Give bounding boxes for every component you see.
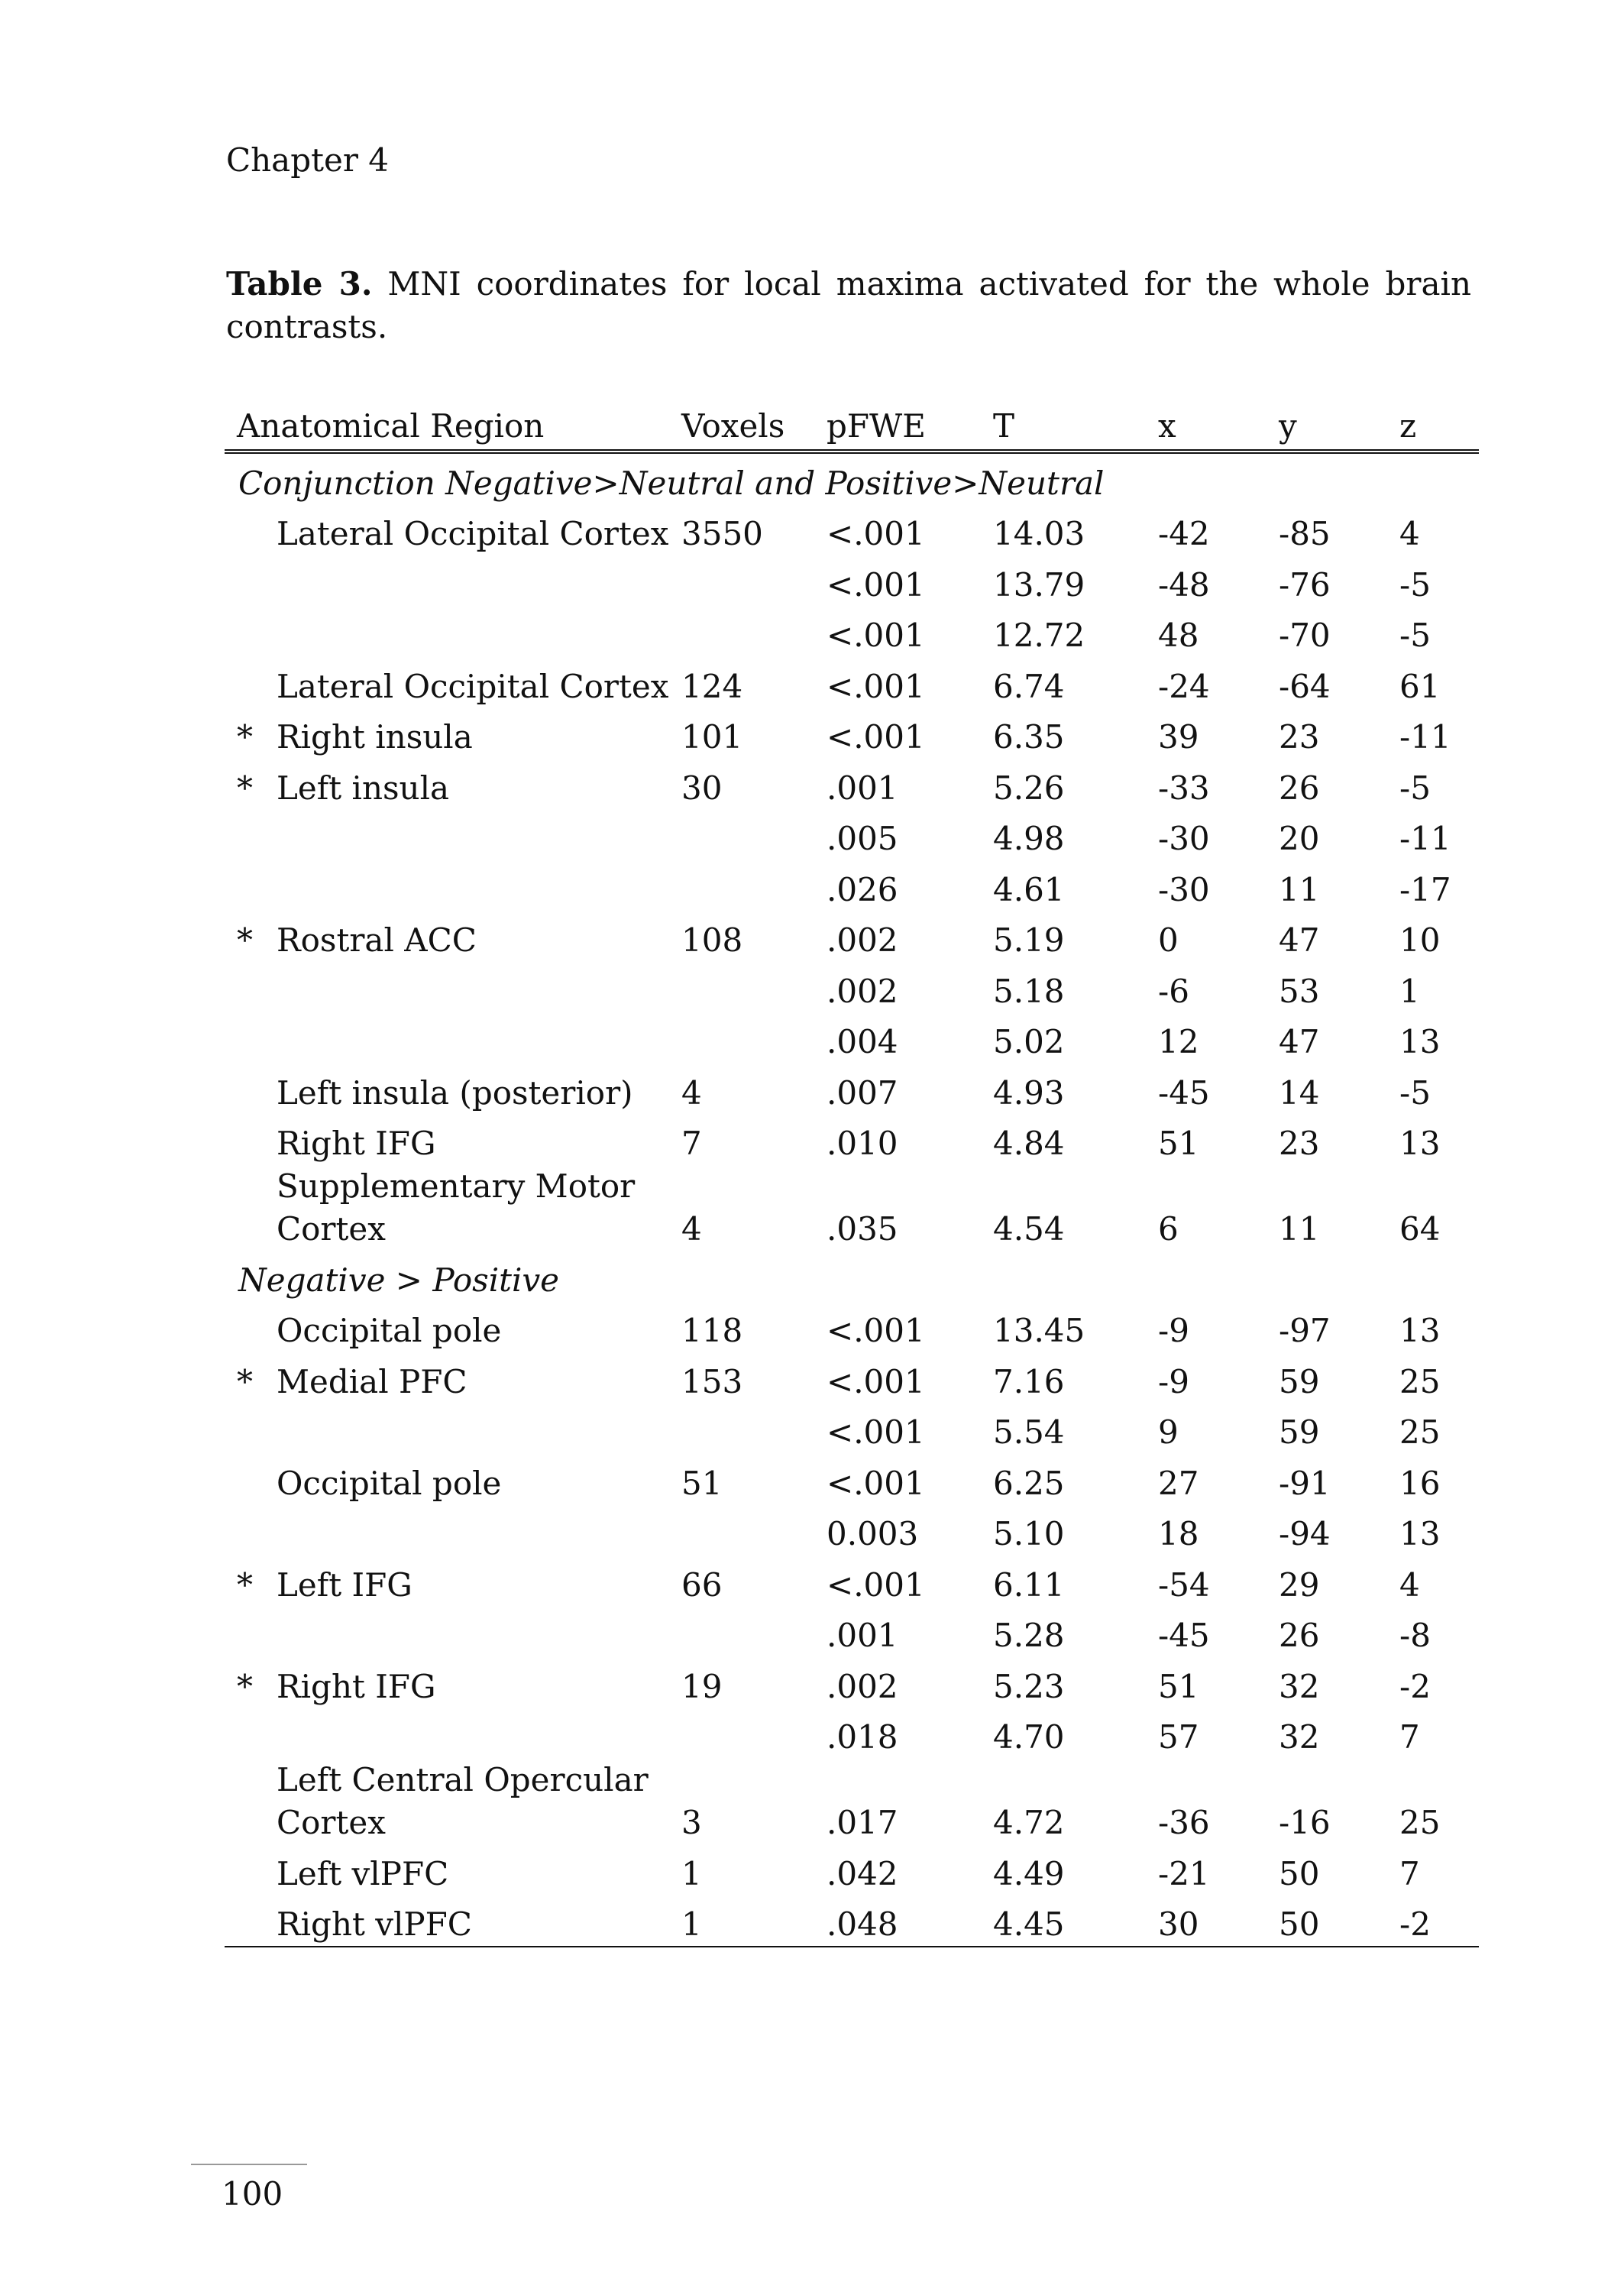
cell-y: -76 [1279, 565, 1331, 604]
cell-z: 13 [1399, 1312, 1441, 1349]
cell-voxels [669, 810, 814, 861]
cell-x: -48 [1158, 565, 1210, 604]
cell-x: 48 [1158, 617, 1199, 654]
table-row [225, 1115, 1479, 1166]
table-row [225, 607, 1479, 658]
cell-t: 4.70 [993, 1718, 1065, 1756]
cell-region [225, 1302, 669, 1353]
cell-z: 25 [1399, 1413, 1441, 1451]
cell-z: 13 [1399, 1125, 1441, 1162]
cell-x: -30 [1158, 820, 1210, 857]
cell-voxels [669, 1708, 814, 1759]
cell-voxels [669, 1505, 814, 1556]
table-row [225, 657, 1479, 708]
cell-voxels: 1 [681, 1854, 702, 1892]
cell-t: 4.93 [993, 1073, 1065, 1112]
cell-voxels: 101 [681, 718, 743, 756]
table-row [225, 1759, 1479, 1844]
cell-p: .010 [827, 1125, 898, 1162]
cell-voxels: 124 [681, 667, 743, 705]
cell-region [225, 1454, 669, 1505]
cell-voxels: 51 [681, 1464, 723, 1502]
cell-z: 13 [1399, 1023, 1441, 1060]
table-row [225, 1063, 1479, 1115]
table-row [225, 1352, 1479, 1403]
cell-y: 50 [1267, 1895, 1387, 1947]
region-name: Lateral Occipital Cortex [277, 667, 669, 705]
cell-y: 47 [1279, 921, 1320, 959]
table-row [225, 1708, 1479, 1759]
cell-x: -9 [1158, 1362, 1189, 1400]
cell-voxels: 108 [681, 921, 743, 959]
cell-t: 6.11 [993, 1565, 1065, 1604]
cell-p: <.001 [827, 667, 925, 705]
cell-z: 16 [1399, 1464, 1441, 1502]
mni-coordinates-table [225, 402, 1479, 1947]
chapter-header: Chapter 4 [226, 141, 389, 179]
cell-z: 25 [1399, 1804, 1441, 1841]
cell-y: 11 [1279, 870, 1320, 908]
region-name: Left IFG [277, 1565, 412, 1604]
cell-t: 6.25 [993, 1464, 1065, 1502]
cell-p: .002 [827, 1667, 898, 1705]
cell-z: -11 [1399, 820, 1451, 857]
cell-x: 18 [1158, 1515, 1199, 1552]
cell-voxels: 4 [681, 1210, 702, 1248]
cell-t: 4.61 [993, 870, 1065, 908]
column-header-y: y [1267, 402, 1387, 452]
footer-rule [191, 2164, 307, 2165]
table-row [225, 759, 1479, 810]
cell-t: 6.74 [993, 667, 1065, 705]
table-row [225, 911, 1479, 963]
cell-y: 32 [1279, 1667, 1320, 1705]
cell-voxels [669, 860, 814, 911]
cell-t: 4.45 [981, 1895, 1146, 1947]
cell-z: 4 [1399, 515, 1420, 552]
cell-x: 6 [1158, 1210, 1179, 1248]
section-heading: Negative > Positive [238, 1261, 560, 1299]
cell-x: -45 [1158, 1073, 1210, 1112]
region-name: Right IFG [277, 1125, 436, 1162]
cell-voxels: 30 [681, 769, 723, 807]
table-caption-text: MNI coordinates for local maxima activated for the whole brain contrasts. [226, 265, 1472, 345]
cell-t: 12.72 [993, 617, 1085, 654]
cell-region [225, 1657, 669, 1708]
cell-p: .042 [827, 1854, 898, 1892]
cell-x: -9 [1158, 1312, 1189, 1349]
cell-voxels: 66 [681, 1565, 723, 1604]
table-row [225, 810, 1479, 861]
region-name: Right vlPFC [277, 1905, 472, 1943]
cell-x: -21 [1158, 1854, 1210, 1892]
table-caption [226, 263, 1471, 348]
table-row [225, 860, 1479, 911]
cell-y: -16 [1279, 1804, 1331, 1841]
cell-z: 4 [1399, 1565, 1420, 1604]
cell-x: 51 [1158, 1125, 1199, 1162]
region-name: Right insula [277, 718, 473, 756]
cell-x: -42 [1158, 515, 1210, 552]
cell-y: -85 [1279, 515, 1331, 552]
cell-p: <.001 [827, 617, 925, 654]
cell-voxels [669, 962, 814, 1013]
cell-region [225, 657, 669, 708]
cell-t: 4.54 [993, 1210, 1065, 1248]
cell-p: .017 [827, 1804, 898, 1841]
significance-marker: * [237, 921, 253, 959]
cell-x: 39 [1158, 718, 1199, 756]
section-heading: Conjunction Negative>Neutral and Positive>Neutral [238, 464, 1105, 502]
cell-region [225, 607, 669, 658]
cell-region [225, 555, 669, 607]
table-caption-label: Table 3. [226, 265, 373, 303]
cell-x: 51 [1158, 1667, 1199, 1705]
cell-region [225, 1165, 669, 1251]
cell-p: .005 [827, 820, 898, 857]
cell-region [225, 962, 669, 1013]
column-header-x: x [1146, 402, 1267, 452]
cell-region [225, 505, 669, 556]
cell-z: -2 [1387, 1895, 1479, 1947]
cell-t: 5.23 [993, 1667, 1065, 1705]
cell-t: 4.49 [993, 1854, 1065, 1892]
region-name: Left Central Opercular Cortex [277, 1761, 649, 1841]
cell-region [225, 1759, 669, 1844]
cell-p: <.001 [827, 565, 925, 604]
cell-t: 5.10 [993, 1515, 1065, 1552]
cell-y: 29 [1279, 1565, 1320, 1604]
cell-z: -5 [1399, 769, 1431, 807]
column-header-voxels: Voxels [669, 402, 814, 452]
cell-y: -91 [1279, 1464, 1331, 1502]
cell-p: .026 [827, 870, 898, 908]
cell-voxels: 1 [669, 1895, 814, 1947]
cell-z: -5 [1399, 617, 1431, 654]
table-row [225, 1895, 1479, 1947]
cell-region [225, 1403, 669, 1455]
cell-region [225, 911, 669, 963]
cell-z: 1 [1399, 972, 1420, 1010]
cell-region [225, 708, 669, 759]
cell-p: .007 [827, 1073, 898, 1112]
cell-t: 5.26 [993, 769, 1065, 807]
cell-p: .001 [827, 769, 898, 807]
cell-x: -24 [1158, 667, 1210, 705]
cell-z: -8 [1399, 1617, 1431, 1654]
table-row [225, 1302, 1479, 1353]
table-row [225, 1454, 1479, 1505]
cell-region [225, 1607, 669, 1658]
significance-marker: * [237, 1362, 253, 1400]
table-row [225, 962, 1479, 1013]
cell-p: 0.003 [827, 1515, 919, 1552]
cell-voxels [669, 1013, 814, 1064]
cell-p: <.001 [827, 718, 925, 756]
table-row [225, 1165, 1479, 1251]
table-row [225, 1607, 1479, 1658]
cell-y: 59 [1279, 1413, 1320, 1451]
cell-p: <.001 [827, 1362, 925, 1400]
cell-y: -64 [1279, 667, 1331, 705]
cell-t: 4.84 [993, 1125, 1065, 1162]
cell-voxels: 3550 [681, 515, 763, 552]
table-row [225, 505, 1479, 556]
cell-y: 47 [1279, 1023, 1320, 1060]
cell-region [225, 810, 669, 861]
table-header-row [225, 402, 1479, 452]
cell-x: -54 [1158, 1565, 1210, 1604]
cell-x: -6 [1158, 972, 1189, 1010]
cell-region [225, 1063, 669, 1115]
cell-p: .035 [827, 1210, 898, 1248]
region-name: Occipital pole [277, 1464, 502, 1502]
cell-t: 13.79 [993, 565, 1085, 604]
cell-voxels [669, 1403, 814, 1455]
cell-t: 6.35 [993, 718, 1065, 756]
cell-y: 26 [1279, 1617, 1320, 1654]
cell-y: 14 [1279, 1073, 1320, 1112]
cell-t: 13.45 [993, 1312, 1085, 1349]
cell-y: 11 [1279, 1210, 1320, 1248]
cell-x: 57 [1158, 1718, 1199, 1756]
cell-t: 4.72 [993, 1804, 1065, 1841]
cell-p: <.001 [827, 1312, 925, 1349]
cell-region [225, 1115, 669, 1166]
region-name: Right IFG [277, 1667, 436, 1705]
cell-region [225, 1708, 669, 1759]
cell-region [225, 860, 669, 911]
cell-p: .048 [814, 1895, 981, 1947]
cell-region [225, 1895, 669, 1947]
table-row [225, 1013, 1479, 1064]
cell-t: 4.98 [993, 820, 1065, 857]
cell-t: 5.28 [993, 1617, 1065, 1654]
cell-y: 59 [1279, 1362, 1320, 1400]
cell-region [225, 1556, 669, 1607]
region-name: Left insula [277, 769, 450, 807]
cell-p: <.001 [827, 515, 925, 552]
cell-region [225, 1352, 669, 1403]
column-header-pfwe: pFWE [814, 402, 981, 452]
cell-z: -2 [1399, 1667, 1431, 1705]
cell-region [225, 1844, 669, 1895]
cell-y: -70 [1279, 617, 1331, 654]
cell-p: <.001 [827, 1464, 925, 1502]
column-header-z: z [1387, 402, 1479, 452]
section-heading-row [225, 452, 1479, 505]
table-row [225, 555, 1479, 607]
cell-x: -45 [1158, 1617, 1210, 1654]
cell-z: 61 [1399, 667, 1441, 705]
cell-p: <.001 [827, 1565, 925, 1604]
table-body [225, 452, 1479, 1947]
cell-t: 14.03 [993, 515, 1085, 552]
cell-x: -36 [1158, 1804, 1210, 1841]
cell-voxels: 3 [681, 1804, 702, 1841]
cell-p: <.001 [827, 1413, 925, 1451]
cell-x: 12 [1158, 1023, 1199, 1060]
cell-voxels [669, 607, 814, 658]
cell-p: .018 [827, 1718, 898, 1756]
cell-t: 5.02 [993, 1023, 1065, 1060]
cell-region [225, 1505, 669, 1556]
cell-z: 25 [1399, 1362, 1441, 1400]
cell-z: 64 [1399, 1210, 1441, 1248]
significance-marker: * [237, 769, 253, 807]
cell-y: 26 [1279, 769, 1320, 807]
cell-t: 5.54 [993, 1413, 1065, 1451]
table-row [225, 1556, 1479, 1607]
column-header-region: Anatomical Region [225, 402, 669, 452]
table-row [225, 708, 1479, 759]
significance-marker: * [237, 1565, 253, 1604]
cell-x: 30 [1146, 1895, 1267, 1947]
cell-voxels: 4 [681, 1073, 702, 1112]
significance-marker: * [237, 1667, 253, 1705]
table-row [225, 1505, 1479, 1556]
cell-z: 10 [1399, 921, 1441, 959]
cell-z: -5 [1399, 565, 1431, 604]
cell-y: -94 [1279, 1515, 1331, 1552]
column-header-t: T [981, 402, 1146, 452]
table-row [225, 1403, 1479, 1455]
cell-p: .001 [827, 1617, 898, 1654]
cell-voxels: 19 [681, 1667, 723, 1705]
cell-voxels: 118 [681, 1312, 743, 1349]
cell-z: 7 [1399, 1718, 1420, 1756]
cell-voxels [669, 555, 814, 607]
table-row [225, 1844, 1479, 1895]
cell-y: 23 [1279, 718, 1320, 756]
region-name: Supplementary Motor Cortex [277, 1167, 636, 1248]
cell-region [225, 1013, 669, 1064]
significance-marker: * [237, 718, 253, 756]
cell-z: -17 [1399, 870, 1451, 908]
region-name: Occipital pole [277, 1312, 502, 1349]
region-name: Medial PFC [277, 1362, 467, 1400]
cell-x: -30 [1158, 870, 1210, 908]
cell-x: 9 [1158, 1413, 1179, 1451]
cell-t: 5.19 [993, 921, 1065, 959]
cell-z: 7 [1399, 1854, 1420, 1892]
page-number: 100 [222, 2175, 283, 2213]
cell-p: .002 [827, 972, 898, 1010]
cell-voxels: 153 [681, 1362, 743, 1400]
cell-y: 50 [1279, 1854, 1320, 1892]
cell-z: -5 [1399, 1073, 1431, 1112]
cell-region [225, 759, 669, 810]
region-name: Left vlPFC [277, 1854, 449, 1892]
cell-y: 20 [1279, 820, 1320, 857]
cell-z: -11 [1399, 718, 1451, 756]
section-heading-row [225, 1251, 1479, 1302]
region-name: Lateral Occipital Cortex [277, 515, 669, 552]
region-name: Left insula (posterior) [277, 1073, 633, 1112]
cell-y: 23 [1279, 1125, 1320, 1162]
cell-x: -33 [1158, 769, 1210, 807]
cell-voxels: 7 [681, 1125, 702, 1162]
region-name: Rostral ACC [277, 921, 477, 959]
cell-y: 53 [1279, 972, 1320, 1010]
cell-voxels [669, 1607, 814, 1658]
cell-x: 27 [1158, 1464, 1199, 1502]
cell-z: 13 [1399, 1515, 1441, 1552]
cell-t: 7.16 [993, 1362, 1065, 1400]
cell-y: 32 [1279, 1718, 1320, 1756]
cell-p: .002 [827, 921, 898, 959]
cell-p: .004 [827, 1023, 898, 1060]
cell-x: 0 [1158, 921, 1179, 959]
cell-t: 5.18 [993, 972, 1065, 1010]
cell-y: -97 [1279, 1312, 1331, 1349]
table-row [225, 1657, 1479, 1708]
